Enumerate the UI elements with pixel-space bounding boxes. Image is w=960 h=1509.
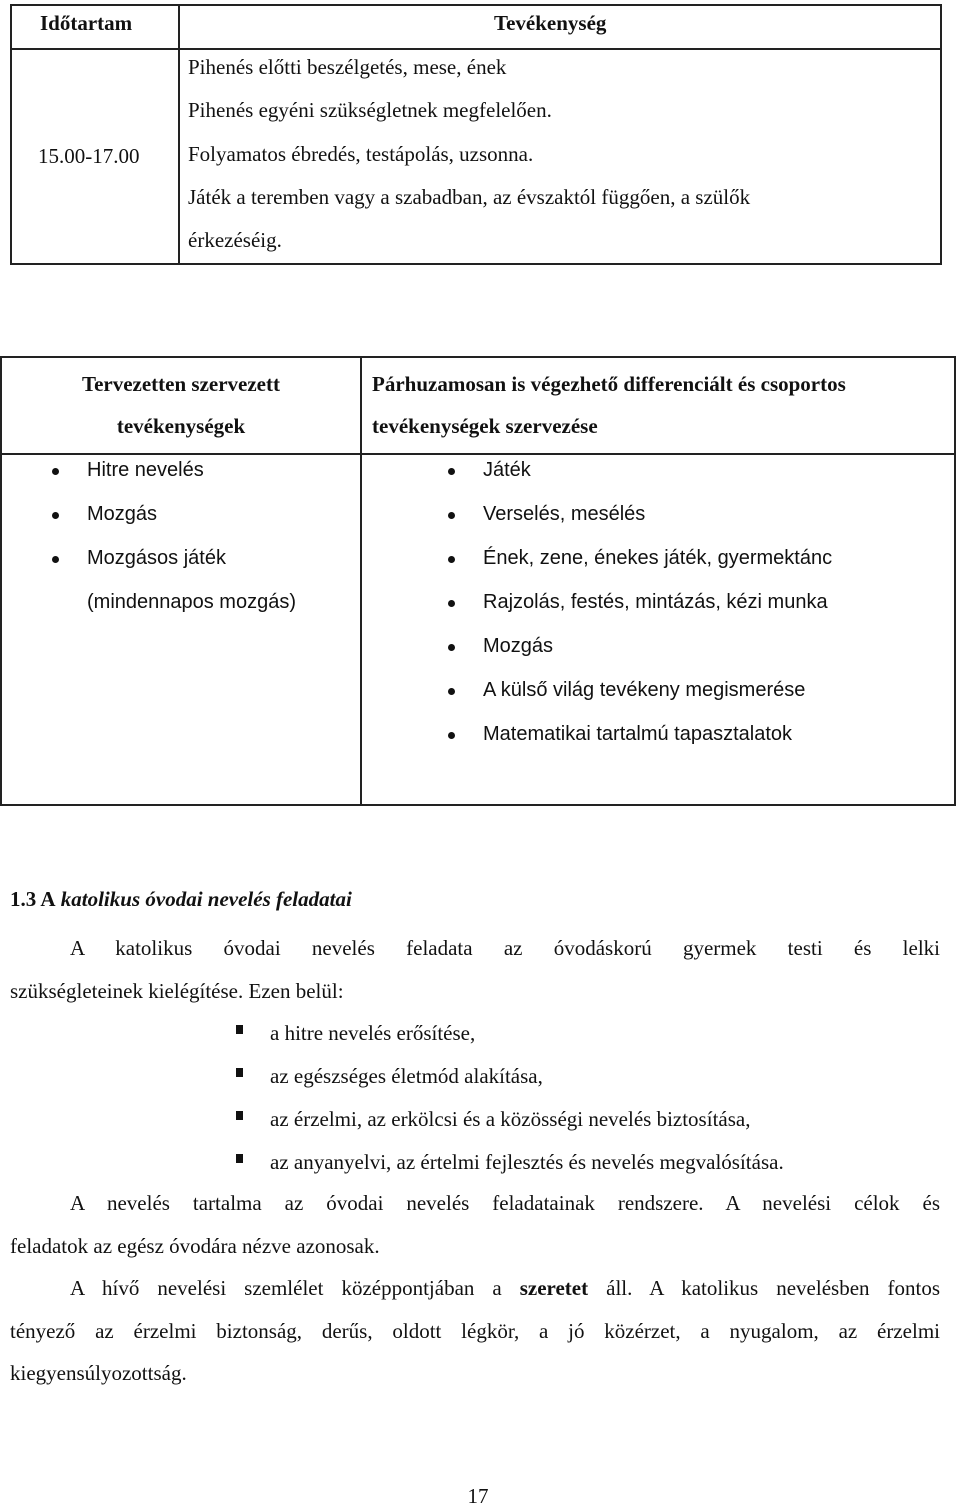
bullet-item: a hitre nevelés erősítése, [270,1021,476,1045]
paragraph-text: áll. A katolikus nevelésben fontos [606,1276,941,1300]
bullet-item: az érzelmi, az erkölcsi és a közösségi nevelés biztosítása, [270,1107,751,1131]
square-bullet-icon [236,1154,243,1163]
right-list-item: Ének, zene, énekes játék, gyermektánc [483,547,833,569]
left-list-item: Mozgás [87,503,158,525]
paragraph-line: szükségleteinek kielégítése. Ezen belül: [10,979,344,1003]
bullet-icon [448,688,455,695]
paragraph-line: A nevelés tartalma az óvodai nevelés feladatainak rendszere. A nevelési célok és [70,1191,940,1215]
header-duration: Időtartam [40,11,133,35]
paragraph-line: kiegyensúlyozottság. [10,1361,187,1385]
table-divider [2,453,954,455]
bullet-item: az anyanyelvi, az értelmi fejlesztés és nevelés megvalósítása. [270,1150,784,1174]
square-bullet-icon [236,1111,243,1120]
bullet-icon [448,732,455,739]
activities-table [0,356,956,806]
activity-line: Pihenés egyéni szükségletnek megfelelően. [188,98,552,122]
table-divider [178,6,180,263]
right-list-item: Mozgás [483,635,554,657]
paragraph-line: A katolikus óvodai nevelés feladata az óvodáskorú gyermek testi és lelki [70,936,940,960]
left-list-item: Mozgásos játék [87,547,226,569]
right-header-line: tevékenységek szervezése [372,414,598,438]
section-heading [10,887,940,912]
bullet-icon [448,600,455,607]
paragraph-line [70,1276,940,1301]
left-header-line: tevékenységek [116,414,246,438]
left-list-item: Hitre nevelés [87,459,204,481]
right-list-item: Rajzolás, festés, mintázás, kézi munka [483,591,828,613]
right-header-line: Párhuzamosan is végezhető differenciált és csoportos [372,372,846,396]
square-bullet-icon [236,1068,243,1077]
bullet-icon [448,644,455,651]
bullet-item: az egészséges életmód alakítása, [270,1064,543,1088]
header-activity: Tevékenység [494,11,607,35]
paragraph-text: A hívő nevelési szemlélet középpontjában a [70,1276,502,1300]
left-header-line: Tervezetten szervezett [81,372,280,396]
schedule-table [10,4,942,265]
activity-line: Pihenés előtti beszélgetés, mese, ének [188,55,507,79]
right-list-item: Verselés, mesélés [483,503,646,525]
table-divider [360,358,362,804]
section-number: 1.3 A [10,887,56,911]
paragraph-line: feladatok az egész óvodára nézve azonosak. [10,1234,380,1258]
square-bullet-icon [236,1025,243,1034]
activity-line: Folyamatos ébredés, testápolás, uzsonna. [188,142,534,166]
left-list-note: (mindennapos mozgás) [87,591,296,613]
page-number: 17 [467,1484,489,1508]
right-list-item: Matematikai tartalmú tapasztalatok [483,723,793,745]
table-divider [12,48,940,50]
right-list-item: A külső világ tevékeny megismerése [483,679,806,701]
bullet-icon [448,468,455,475]
bullet-icon [52,512,59,519]
activity-line: Játék a teremben vagy a szabadban, az évszaktól függően, a szülők [188,185,751,209]
time-range: 15.00-17.00 [38,144,140,168]
paragraph-line: tényező az érzelmi biztonság, derűs, oldott légkör, a jó közérzet, a nyugalom, az érzelmi [10,1319,940,1343]
emphasis-text: szeretet [519,1276,589,1300]
activity-line: érkezéséig. [188,228,282,252]
section-title: katolikus óvodai nevelés feladatai [60,887,352,911]
bullet-icon [448,556,455,563]
right-list-item: Játék [483,459,531,481]
bullet-icon [52,468,59,475]
bullet-icon [52,556,59,563]
bullet-icon [448,512,455,519]
